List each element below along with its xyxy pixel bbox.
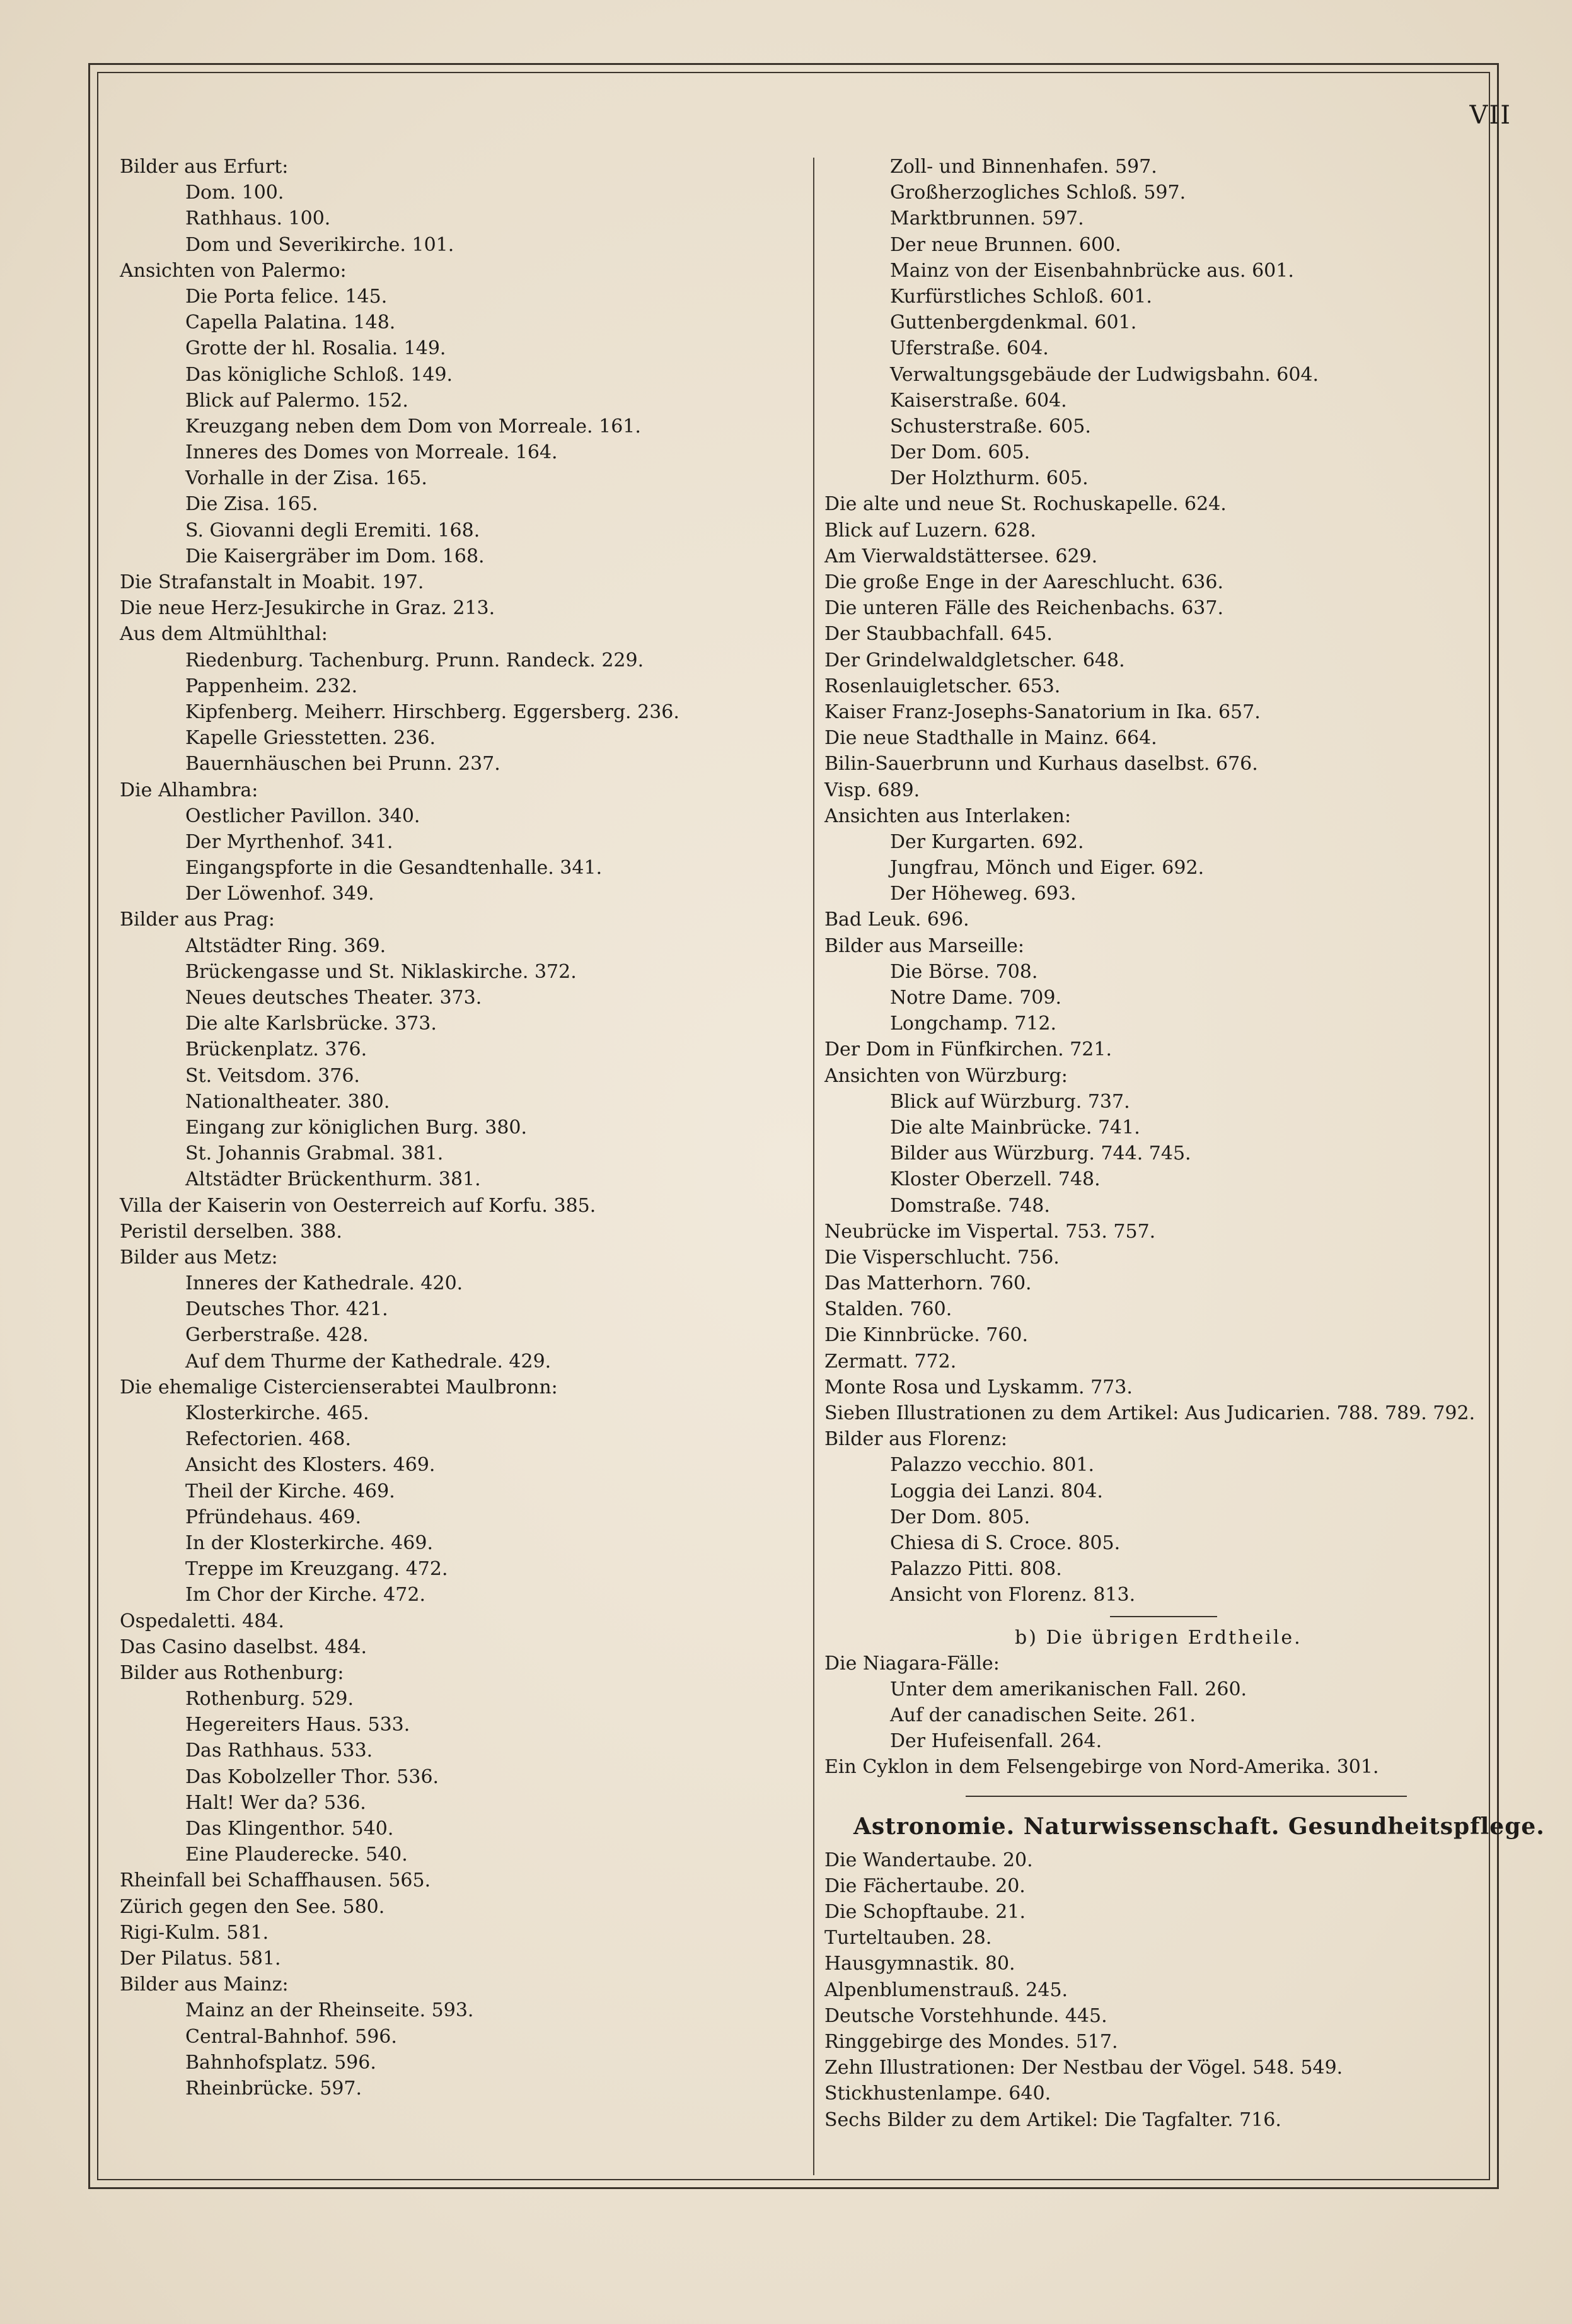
index-subentry: Jungfrau, Mönch und Eiger. 692. bbox=[890, 857, 1205, 880]
index-entry: Bilder aus Marseille: bbox=[824, 934, 1024, 957]
index-entry: Die Visperschlucht. 756. bbox=[824, 1246, 1060, 1269]
index-subentry: Halt! Wer da? 536. bbox=[185, 1791, 366, 1814]
index-entry: Der Dom in Fünfkirchen. 721. bbox=[824, 1038, 1112, 1061]
index-entry: Die Alhambra: bbox=[120, 779, 258, 801]
index-subentry: Kreuzgang neben dem Dom von Morreale. 161. bbox=[185, 415, 641, 438]
index-subentry: Kaiserstraße. 604. bbox=[890, 389, 1067, 412]
index-entry: Die Fächertaube. 20. bbox=[824, 1874, 1026, 1897]
index-subentry: Blick auf Palermo. 152. bbox=[185, 389, 408, 412]
index-subentry: Die Kaisergräber im Dom. 168. bbox=[185, 545, 485, 567]
index-entry: Die Kinnbrücke. 760. bbox=[824, 1324, 1029, 1347]
index-entry: Die Strafanstalt in Moabit. 197. bbox=[120, 571, 424, 593]
index-entry: Ansichten von Palermo: bbox=[120, 259, 347, 282]
index-entry: Der Grindelwaldgletscher. 648. bbox=[824, 649, 1125, 671]
index-subentry: Der Höheweg. 693. bbox=[890, 883, 1077, 905]
index-entry: Die Niagara-Fälle: bbox=[824, 1652, 1000, 1675]
index-subentry: Deutsches Thor. 421. bbox=[185, 1298, 388, 1321]
index-subentry: Das Klingenthor. 540. bbox=[185, 1818, 394, 1840]
index-subentry: Loggia dei Lanzi. 804. bbox=[890, 1480, 1103, 1502]
index-subentry: Eingang zur königlichen Burg. 380. bbox=[185, 1116, 528, 1139]
index-entry: Die neue Herz-Jesukirche in Graz. 213. bbox=[120, 597, 495, 620]
index-subentry: Verwaltungsgebäude der Ludwigsbahn. 604. bbox=[890, 363, 1319, 386]
index-subentry: Theil der Kirche. 469. bbox=[185, 1480, 395, 1502]
index-entry: Die Wandertaube. 20. bbox=[824, 1849, 1033, 1871]
index-entry: Die große Enge in der Aareschlucht. 636. bbox=[824, 571, 1224, 593]
section-divider-short bbox=[1110, 1616, 1217, 1617]
index-subentry: Der Kurgarten. 692. bbox=[890, 830, 1084, 853]
index-entry: Bad Leuk. 696. bbox=[824, 909, 969, 931]
index-subentry: Nationaltheater. 380. bbox=[185, 1090, 390, 1113]
index-subentry: Der Myrthenhof. 341. bbox=[185, 830, 393, 853]
index-entry: Sechs Bilder zu dem Artikel: Die Tagfalter. 716. bbox=[824, 2108, 1281, 2131]
index-subentry: Notre Dame. 709. bbox=[890, 987, 1062, 1009]
index-subentry: Blick auf Würzburg. 737. bbox=[890, 1090, 1130, 1113]
index-entry: Stalden. 760. bbox=[824, 1298, 952, 1321]
index-entry: Die Schopftaube. 21. bbox=[824, 1901, 1026, 1923]
index-subentry: Neues deutsches Theater. 373. bbox=[185, 987, 482, 1009]
index-subentry: Der Holzthurm. 605. bbox=[890, 467, 1089, 490]
index-entry: Villa der Kaiserin von Oesterreich auf Korfu. 385. bbox=[120, 1194, 596, 1217]
section-title-astronomy: Astronomie. Naturwissenschaft. Gesundheitspflege. bbox=[853, 1813, 1545, 1840]
index-entry: Rheinfall bei Schaffhausen. 565. bbox=[120, 1869, 431, 1892]
index-subentry: Die alte Mainbrücke. 741. bbox=[890, 1116, 1140, 1139]
index-subentry: Brückengasse und St. Niklaskirche. 372. bbox=[185, 960, 577, 983]
index-subentry: Treppe im Kreuzgang. 472. bbox=[185, 1558, 448, 1581]
index-subentry: Das Rathhaus. 533. bbox=[185, 1740, 373, 1762]
index-entry: Die unteren Fälle des Reichenbachs. 637. bbox=[824, 597, 1223, 620]
column-divider bbox=[813, 158, 814, 2175]
index-subentry: Domstraße. 748. bbox=[890, 1194, 1050, 1217]
right-column-index bbox=[824, 154, 1545, 2133]
index-subentry: Kurfürstliches Schloß. 601. bbox=[890, 285, 1152, 308]
index-entry: Visp. 689. bbox=[824, 779, 920, 801]
index-entry: Aus dem Altmühlthal: bbox=[120, 623, 328, 646]
index-entry: Turteltauben. 28. bbox=[824, 1927, 992, 1949]
index-entry: Das Matterhorn. 760. bbox=[824, 1272, 1032, 1295]
index-entry: Bilder aus Erfurt: bbox=[120, 156, 289, 178]
index-subentry: Der neue Brunnen. 600. bbox=[890, 233, 1121, 256]
page-number: VII bbox=[1469, 101, 1511, 130]
index-entry: Bilder aus Florenz: bbox=[824, 1428, 1008, 1451]
index-subentry: Pappenheim. 232. bbox=[185, 675, 358, 697]
index-subentry: Dom und Severikirche. 101. bbox=[185, 233, 454, 256]
index-subentry: Der Löwenhof. 349. bbox=[185, 883, 374, 905]
index-subentry: Die Zisa. 165. bbox=[185, 493, 318, 516]
index-subentry: Ansicht des Klosters. 469. bbox=[185, 1454, 436, 1477]
index-subentry: Capella Palatina. 148. bbox=[185, 311, 396, 334]
index-entry: Ospedaletti. 484. bbox=[120, 1610, 284, 1632]
index-subentry: Central-Bahnhof. 596. bbox=[185, 2025, 397, 2048]
index-entry: Alpenblumenstrauß. 245. bbox=[824, 1978, 1068, 2001]
index-subentry: S. Giovanni degli Eremiti. 168. bbox=[185, 519, 480, 542]
index-subentry: Klosterkirche. 465. bbox=[185, 1402, 369, 1424]
index-subentry: Chiesa di S. Croce. 805. bbox=[890, 1531, 1121, 1554]
section-divider-long bbox=[966, 1796, 1407, 1797]
index-subentry: Refectorien. 468. bbox=[185, 1428, 351, 1451]
subsection-heading-other-continents: b) Die übrigen Erdtheile. bbox=[1015, 1626, 1302, 1649]
index-subentry: Marktbrunnen. 597. bbox=[890, 207, 1084, 230]
index-entry: Bilder aus Mainz: bbox=[120, 1973, 289, 1996]
index-entry: Blick auf Luzern. 628. bbox=[824, 519, 1036, 542]
index-subentry: Altstädter Brückenthurm. 381. bbox=[185, 1168, 481, 1191]
index-subentry: Kapelle Griesstetten. 236. bbox=[185, 727, 436, 750]
index-entry: Ein Cyklon in dem Felsengebirge von Nord-Amerika. 301. bbox=[824, 1756, 1379, 1779]
index-subentry: Gerberstraße. 428. bbox=[185, 1324, 369, 1347]
index-subentry: Bilder aus Würzburg. 744. 745. bbox=[890, 1142, 1191, 1165]
index-subentry: Oestlicher Pavillon. 340. bbox=[185, 805, 420, 827]
index-entry: Ansichten von Würzburg: bbox=[824, 1064, 1068, 1087]
index-subentry: Großherzogliches Schloß. 597. bbox=[890, 182, 1186, 204]
index-subentry: Rathhaus. 100. bbox=[185, 207, 331, 230]
index-entry: Neubrücke im Vispertal. 753. 757. bbox=[824, 1220, 1156, 1243]
index-entry: Bilder aus Rothenburg: bbox=[120, 1661, 344, 1684]
index-subentry: Inneres des Domes von Morreale. 164. bbox=[185, 441, 558, 464]
index-entry: Die neue Stadthalle in Mainz. 664. bbox=[824, 727, 1157, 750]
index-subentry: Kloster Oberzell. 748. bbox=[890, 1168, 1101, 1191]
index-subentry: Auf der canadischen Seite. 261. bbox=[890, 1704, 1196, 1727]
index-subentry: Grotte der hl. Rosalia. 149. bbox=[185, 337, 446, 360]
index-entry: Peristil derselben. 388. bbox=[120, 1220, 342, 1243]
index-entry: Hausgymnastik. 80. bbox=[824, 1953, 1015, 1975]
astronomy-entries bbox=[824, 1847, 1511, 2133]
index-subentry: Vorhalle in der Zisa. 165. bbox=[185, 467, 427, 490]
index-subentry: Bauernhäuschen bei Prunn. 237. bbox=[185, 753, 500, 776]
index-entry: Rigi-Kulm. 581. bbox=[120, 1921, 269, 1944]
index-subentry: Palazzo vecchio. 801. bbox=[890, 1454, 1095, 1477]
index-subentry: Die alte Karlsbrücke. 373. bbox=[185, 1013, 437, 1035]
index-entry: Deutsche Vorstehhunde. 445. bbox=[824, 2004, 1107, 2027]
index-subentry: St. Johannis Grabmal. 381. bbox=[185, 1142, 444, 1165]
index-subentry: Das königliche Schloß. 149. bbox=[185, 363, 453, 386]
index-subentry: St. Veitsdom. 376. bbox=[185, 1064, 360, 1087]
index-subentry: Palazzo Pitti. 808. bbox=[890, 1558, 1062, 1581]
index-subentry: Schusterstraße. 605. bbox=[890, 415, 1091, 438]
index-entry: Am Vierwaldstättersee. 629. bbox=[824, 545, 1098, 567]
index-subentry: Im Chor der Kirche. 472. bbox=[185, 1584, 425, 1606]
left-column-index bbox=[120, 154, 807, 2101]
index-subentry: Altstädter Ring. 369. bbox=[185, 934, 386, 957]
index-entry: Das Casino daselbst. 484. bbox=[120, 1636, 367, 1658]
index-subentry: In der Klosterkirche. 469. bbox=[185, 1531, 434, 1554]
index-entry: Zürich gegen den See. 580. bbox=[120, 1895, 385, 1918]
index-subentry: Guttenbergdenkmal. 601. bbox=[890, 311, 1137, 334]
index-subentry: Longchamp. 712. bbox=[890, 1013, 1057, 1035]
index-entry: Stickhustenlampe. 640. bbox=[824, 2083, 1051, 2105]
other-continents-entries bbox=[824, 1651, 1511, 1781]
index-subentry: Ansicht von Florenz. 813. bbox=[890, 1584, 1136, 1606]
index-subentry: Riedenburg. Tachenburg. Prunn. Randeck. 229. bbox=[185, 649, 644, 671]
index-entry: Sieben Illustrationen zu dem Artikel: Aus Judicarien. 788. 789. 792. bbox=[824, 1402, 1476, 1424]
index-subentry: Mainz an der Rheinseite. 593. bbox=[185, 1999, 474, 2022]
index-subentry: Bahnhofsplatz. 596. bbox=[185, 2051, 376, 2074]
index-entry: Bilder aus Prag: bbox=[120, 909, 275, 931]
index-entry: Zermatt. 772. bbox=[824, 1350, 957, 1373]
index-subentry: Rheinbrücke. 597. bbox=[185, 2077, 362, 2100]
index-subentry: Das Kobolzeller Thor. 536. bbox=[185, 1765, 439, 1788]
index-subentry: Auf dem Thurme der Kathedrale. 429. bbox=[185, 1350, 552, 1373]
index-subentry: Der Dom. 605. bbox=[890, 441, 1031, 464]
index-entry: Bilin-Sauerbrunn und Kurhaus daselbst. 676. bbox=[824, 753, 1258, 776]
index-subentry: Kipfenberg. Meiherr. Hirschberg. Eggersberg. 236. bbox=[185, 700, 679, 723]
index-subentry: Dom. 100. bbox=[185, 182, 284, 204]
index-subentry: Die Porta felice. 145. bbox=[185, 285, 388, 308]
index-entry: Rosenlauigletscher. 653. bbox=[824, 675, 1061, 697]
index-subentry: Eine Plauderecke. 540. bbox=[185, 1844, 408, 1866]
index-subentry: Rothenburg. 529. bbox=[185, 1688, 354, 1711]
right-column-entries bbox=[824, 154, 1511, 1608]
index-subentry: Uferstraße. 604. bbox=[890, 337, 1049, 360]
index-subentry: Der Dom. 805. bbox=[890, 1506, 1031, 1528]
index-subentry: Eingangspforte in die Gesandtenhalle. 341. bbox=[185, 857, 603, 880]
index-subentry: Mainz von der Eisenbahnbrücke aus. 601. bbox=[890, 259, 1294, 282]
index-entry: Die alte und neue St. Rochuskapelle. 624. bbox=[824, 493, 1227, 516]
index-subentry: Zoll- und Binnenhafen. 597. bbox=[890, 156, 1157, 178]
index-entry: Bilder aus Metz: bbox=[120, 1246, 278, 1269]
index-entry: Die ehemalige Cistercienserabtei Maulbronn: bbox=[120, 1376, 558, 1398]
index-subentry: Pfründehaus. 469. bbox=[185, 1506, 362, 1528]
index-entry: Ansichten aus Interlaken: bbox=[824, 805, 1072, 827]
index-subentry: Die Börse. 708. bbox=[890, 960, 1038, 983]
index-entry: Ringgebirge des Mondes. 517. bbox=[824, 2030, 1118, 2053]
index-subentry: Der Hufeisenfall. 264. bbox=[890, 1730, 1102, 1753]
index-subentry: Unter dem amerikanischen Fall. 260. bbox=[890, 1678, 1247, 1700]
index-entry: Monte Rosa und Lyskamm. 773. bbox=[824, 1376, 1133, 1398]
index-entry: Zehn Illustrationen: Der Nestbau der Vögel. 548. 549. bbox=[824, 2057, 1343, 2079]
index-entry: Der Staubbachfall. 645. bbox=[824, 623, 1053, 646]
index-subentry: Brückenplatz. 376. bbox=[185, 1038, 367, 1061]
index-subentry: Hegereiters Haus. 533. bbox=[185, 1714, 410, 1736]
index-subentry: Inneres der Kathedrale. 420. bbox=[185, 1272, 463, 1295]
index-entry: Kaiser Franz-Josephs-Sanatorium in Ika. 657. bbox=[824, 700, 1261, 723]
index-entry: Der Pilatus. 581. bbox=[120, 1947, 281, 1970]
